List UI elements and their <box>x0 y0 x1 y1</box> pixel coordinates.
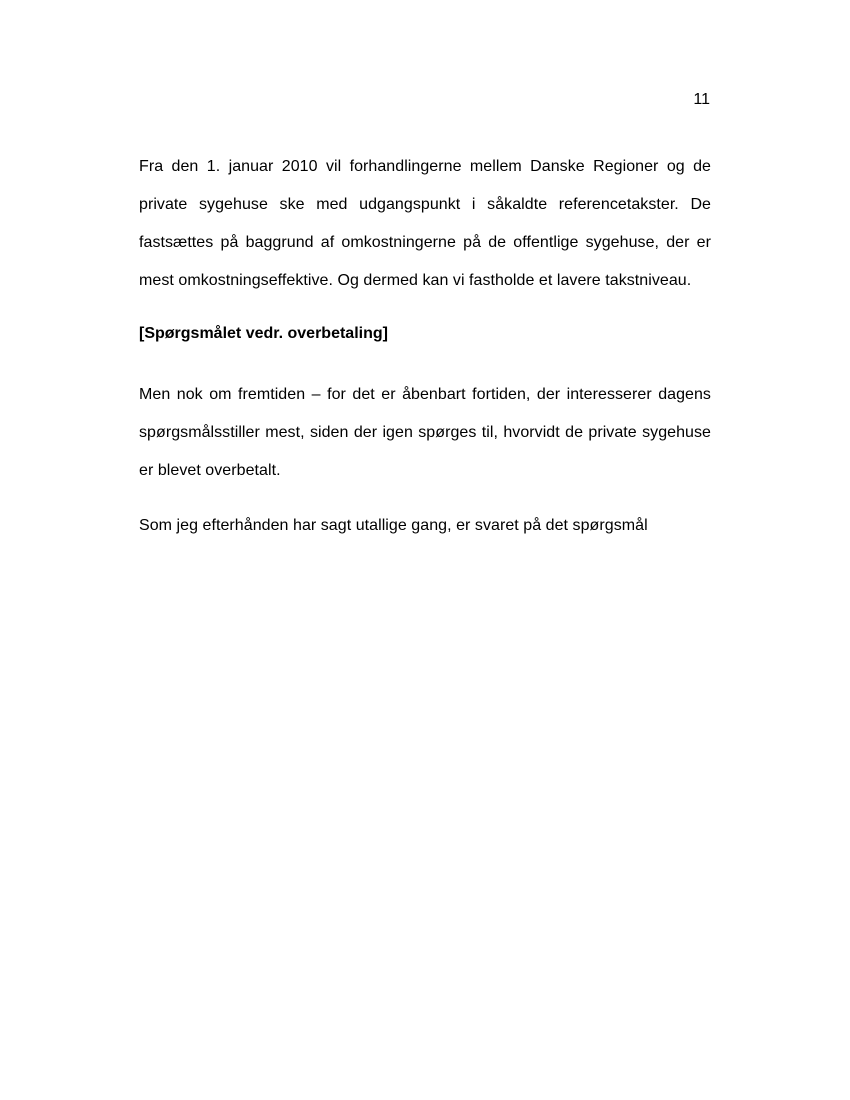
paragraph-past-payments: Men nok om fremtiden – for det er åbenbart fortiden, der interesserer dagens spørgsmålsstiller mest, siden der igen spørges til, hvorvidt de private sygehuse er blevet overbetalt. <box>139 386 711 479</box>
section-heading-overpayment: [Spørgsmålet vedr. overbetaling] <box>139 325 388 342</box>
paragraph-reference-rates: Fra den 1. januar 2010 vil forhandlingerne mellem Danske Regioner og de private sygehuse ske med udgangspunkt i såkaldte referencetakster. De fastsættes på baggrund af omkostningerne på de offentlige sygehuse, der er mest omkostningseffektive. Og dermed kan vi fastholde et lavere takstniveau. <box>139 158 711 289</box>
page-number: 11 <box>693 91 710 108</box>
paragraph-answer-intro: Som jeg efterhånden har sagt utallige gang, er svaret på det spørgsmål <box>139 517 648 534</box>
document-body <box>139 148 711 545</box>
